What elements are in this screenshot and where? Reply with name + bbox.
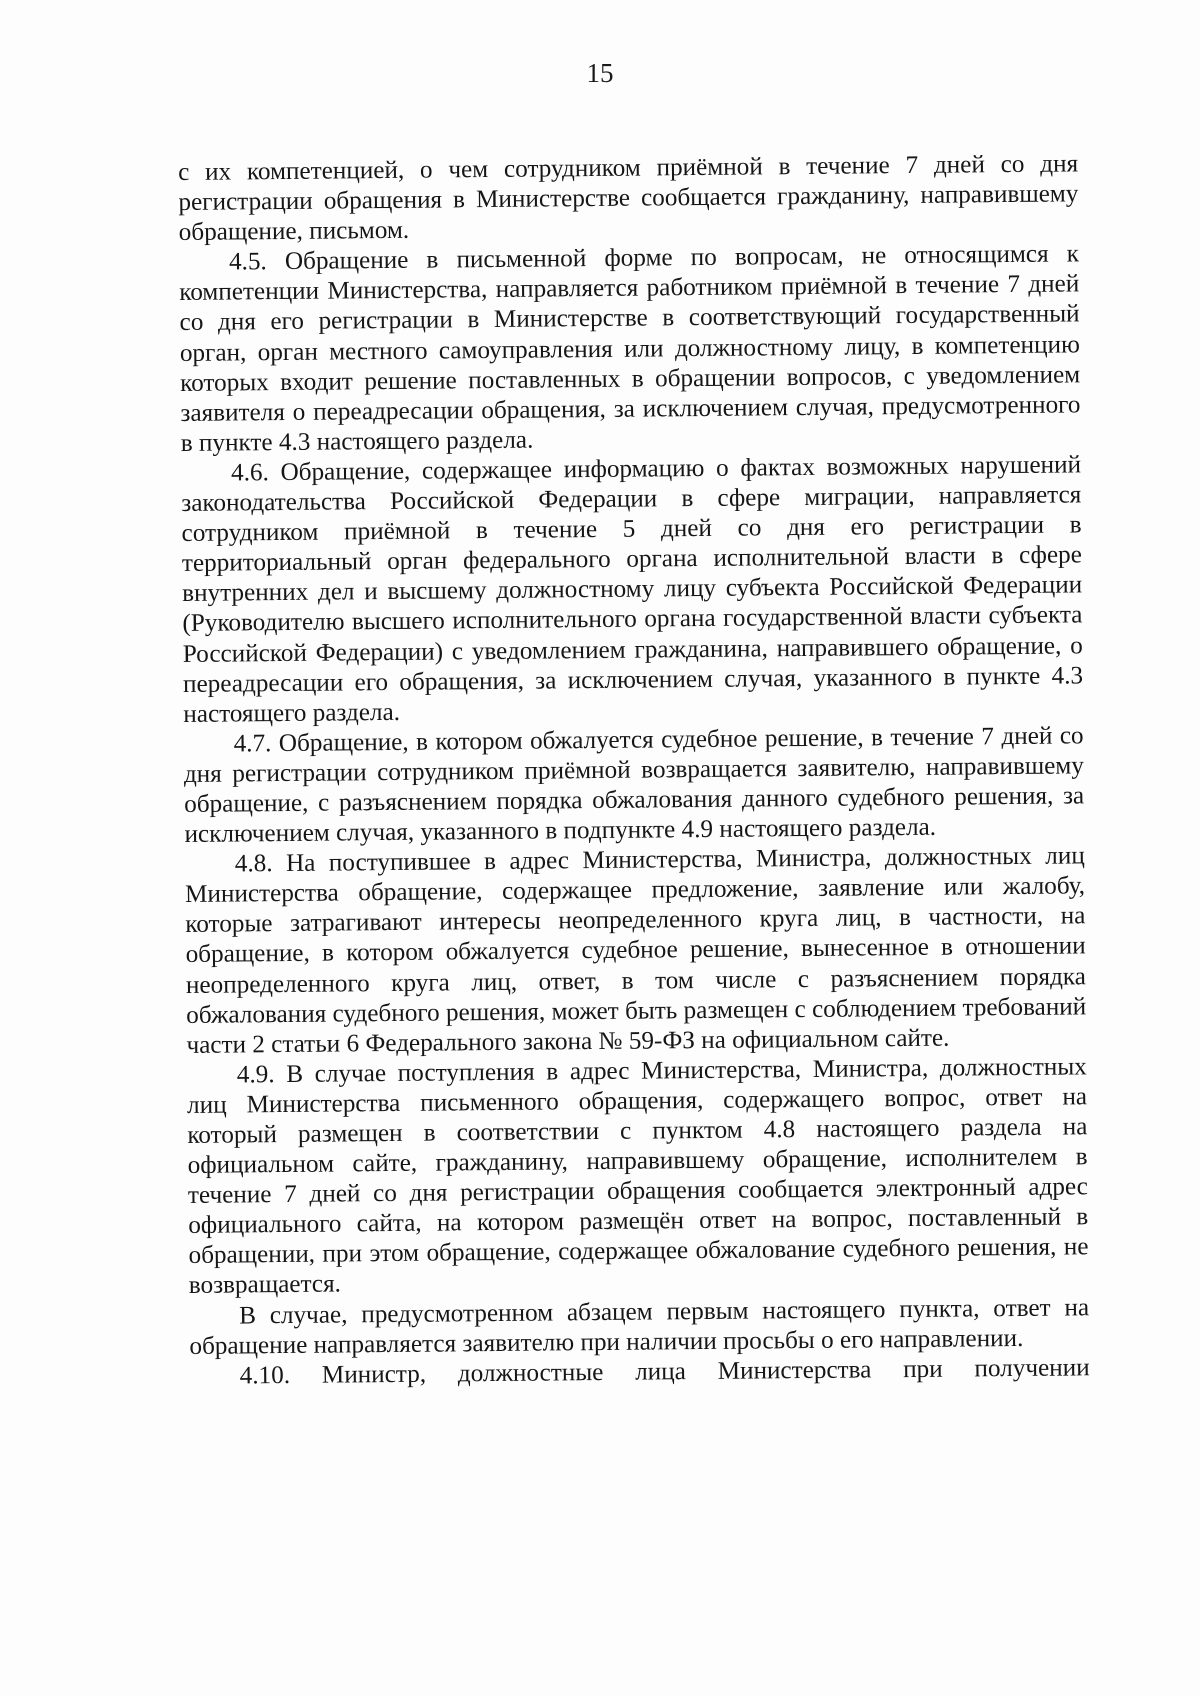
paragraph-4-6: 4.6. Обращение, содержащее информацию о фактах возможных нарушений законодательства Российской Федерации в сфере миграции, направляется сотрудником приёмной в течение 5 дней со дня его регистрации в территориальный орган федерального органа исполнительной власти в сфере внутренних дел и высшему должностному лицу субъекта Российской Федерации (Руководителю высшего исполнительного органа государственной власти субъекта Российской Федерации) с уведомлением гражданина, направившего обращение, о переадресации его обращения, за исключением случая, указанного в пункте 4.3 настоящего раздела.	[181, 451, 1084, 728]
page-number: 15	[586, 58, 614, 88]
document-body	[178, 149, 1090, 1391]
paragraph-4-7: 4.7. Обращение, в котором обжалуется судебное решение, в течение 7 дней со дня регистрации сотрудником приёмной возвращается заявителю, направившему обращение, с разъяснением порядка обжалования данного судебного решения, за исключением случая, указанного в подпункте 4.9 настоящего раздела.	[183, 722, 1085, 849]
paragraph-4-9: 4.9. В случае поступления в адрес Министерства, Министра, должностных лиц Министерства письменного обращения, содержащего вопрос, ответ на который размещен в соответствии с пунктом 4.8 настоящего раздела на официальном сайте, гражданину, направившему обращение, исполнителем в течение 7 дней со дня регистрации обращения сообщается электронный адрес официального сайта, на котором размещён ответ на вопрос, поставленный в обращении, при этом обращение, содержащее обжалование судебного решения, не возвращается.	[186, 1053, 1089, 1300]
paragraph-4-10: 4.10. Министр, должностные лица Министерства при получении	[239, 1354, 1090, 1390]
paragraph-4-8: 4.8. На поступившее в адрес Министерства, Министра, должностных лиц Министерства обращение, содержащее предложение, заявление или жалобу, которые затрагивают интересы неопределенного круга лиц, в частности, на обращение, в котором обжалуется судебное решение, вынесенное в отношении неопределенного круга лиц, ответ, в том числе с разъяснением порядка обжалования судебного решения, может быть размещен с соблюдением требований части 2 статьи 6 Федерального закона № 59-ФЗ на официальном сайте.	[184, 842, 1087, 1059]
paragraph-4-5: 4.5. Обращение в письменной форме по вопросам, не относящимся к компетенции Министерства, направляется работником приёмной в течение 7 дней со дня его регистрации в Министерстве в соответствующий государственный орган, орган местного самоуправления или должностному лицу, в компетенцию которых входит решение поставленных в обращении вопросов, с уведомлением заявителя о переадресации обращения, за исключением случая, предусмотренного в пункте 4.3 настоящего раздела.	[179, 240, 1081, 457]
paragraph-continuation: с их компетенцией, о чем сотрудником приёмной в течение 7 дней со дня регистрации обращения в Министерстве сообщается гражданину, направившему обращение, письмом.	[178, 150, 1079, 247]
paragraph-4-9-second: В случае, предусмотренном абзацем первым настоящего пункта, ответ на обращение направляется заявителю при наличии просьбы о его направлении.	[189, 1293, 1090, 1360]
